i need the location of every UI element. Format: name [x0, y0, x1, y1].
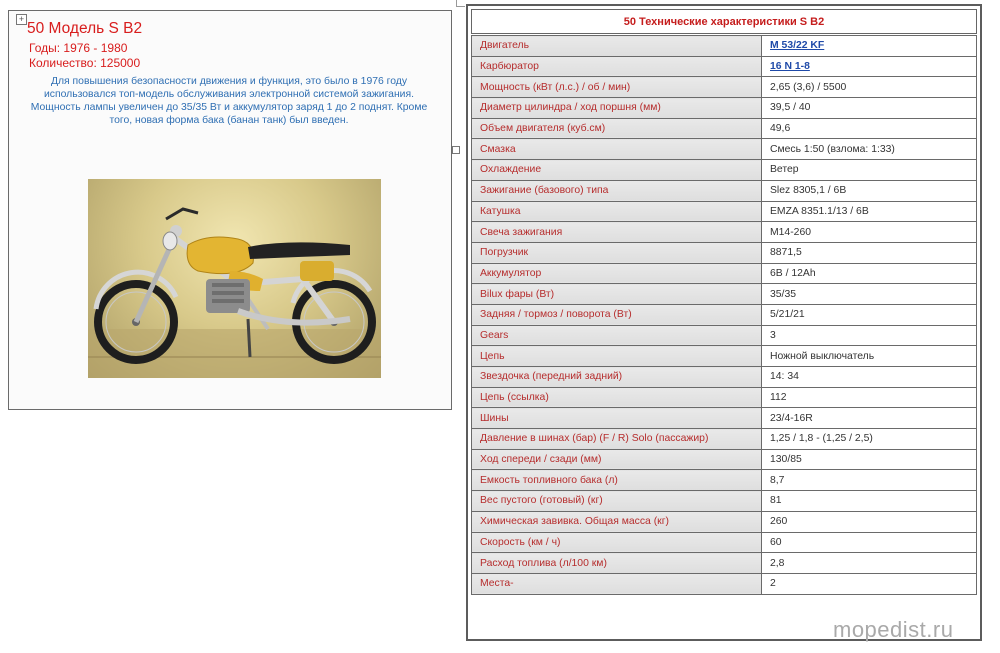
spec-key: Аккумулятор [472, 263, 762, 284]
spec-value [762, 98, 977, 119]
spec-value-text: 2 [770, 578, 776, 590]
spec-value-text: 23/4-16R [770, 412, 813, 424]
table-row [472, 118, 977, 139]
table-row [472, 263, 977, 284]
table-row [472, 160, 977, 181]
spec-key: Цепь [472, 346, 762, 367]
table-row [472, 346, 977, 367]
spec-value-text: 5/21/21 [770, 309, 805, 321]
spec-value-text: Ножной выключатель [770, 350, 875, 362]
spec-value-text: 35/35 [770, 288, 797, 300]
spec-value-link[interactable]: M 53/22 KF [770, 40, 825, 52]
table-row [472, 180, 977, 201]
spec-value-text: 60 [770, 536, 782, 548]
spec-key: Карбюратор [472, 56, 762, 77]
table-row [472, 449, 977, 470]
spec-key: Шины [472, 408, 762, 429]
spec-value [762, 36, 977, 57]
spec-key: Катушка [472, 201, 762, 222]
spec-key: Мощность (кВт (л.с.) / об / мин) [472, 77, 762, 98]
spec-key: Емкость топливного бака (л) [472, 470, 762, 491]
table-row [472, 242, 977, 263]
spec-value-text: 49,6 [770, 123, 791, 135]
spec-value [762, 139, 977, 160]
spec-key: Вес пустого (готовый) (кг) [472, 491, 762, 512]
specs-table-frame [466, 4, 982, 641]
spec-value [762, 429, 977, 450]
specs-table [471, 35, 977, 595]
table-row [472, 77, 977, 98]
table-row [472, 408, 977, 429]
spec-value [762, 408, 977, 429]
spec-key: Диаметр цилиндра / ход поршня (мм) [472, 98, 762, 119]
spec-key: Смазка [472, 139, 762, 160]
spec-value-text: 8,7 [770, 474, 785, 486]
spec-value-text: 112 [770, 392, 787, 404]
model-quantity: Количество: 125000 [29, 56, 141, 70]
spec-key: Объем двигателя (куб.см) [472, 118, 762, 139]
spec-value-text: Ветер [770, 164, 799, 176]
spec-key: Химическая завивка. Общая масса (кг) [472, 511, 762, 532]
spec-value [762, 222, 977, 243]
site-watermark: mopedist.ru [833, 617, 954, 642]
document-panel [8, 10, 452, 410]
table-row [472, 284, 977, 305]
table-row [472, 36, 977, 57]
page-corner-marker [456, 0, 465, 7]
spec-value-text: 8871,5 [770, 247, 802, 259]
table-row [472, 139, 977, 160]
table-row [472, 201, 977, 222]
spec-value [762, 56, 977, 77]
table-row [472, 553, 977, 574]
spec-key: Давление в шинах (бар) (F / R) Solo (пассажир) [472, 429, 762, 450]
table-row [472, 387, 977, 408]
spec-value-text: M14-260 [770, 226, 812, 238]
model-description: Для повышения безопасности движения и функция, это было в 1976 году использовался топ-модель обслуживания электронной системой зажигания. Мощность лампы увеличен до 35/35 Вт и аккумулятор заряд 1 до 2 поднят. Кроме того, новая форма бака (банан танк) был введен. [30, 76, 428, 126]
model-title: 50 Модель S B2 [27, 20, 143, 37]
spec-value [762, 511, 977, 532]
spec-value-text: 2,65 (3,6) / 5500 [770, 81, 847, 93]
table-row [472, 222, 977, 243]
spec-value [762, 118, 977, 139]
spec-value [762, 77, 977, 98]
model-years: Годы: 1976 - 1980 [29, 41, 128, 55]
table-row [472, 325, 977, 346]
spec-value-text: 6В / 12Ah [770, 267, 816, 279]
spec-value [762, 532, 977, 553]
resize-handle[interactable] [452, 146, 460, 154]
spec-value-text: 39,5 / 40 [770, 102, 811, 114]
spec-value [762, 304, 977, 325]
spec-value-text: EMZA 8351.1/13 / 6В [770, 205, 869, 217]
spec-value [762, 573, 977, 594]
spec-value-text: 3 [770, 329, 776, 341]
spec-key: Gears [472, 325, 762, 346]
spec-value [762, 491, 977, 512]
spec-value-text: Смесь 1:50 (взлома: 1:33) [770, 143, 895, 155]
spec-key: Ход спереди / сзади (мм) [472, 449, 762, 470]
spec-key: Охлаждение [472, 160, 762, 181]
spec-value [762, 325, 977, 346]
move-handle-icon[interactable]: + [16, 14, 27, 25]
spec-value-link[interactable]: 16 N 1-8 [770, 61, 810, 73]
motorcycle-photo [88, 179, 381, 378]
spec-value [762, 201, 977, 222]
table-row [472, 470, 977, 491]
spec-key: Места- [472, 573, 762, 594]
table-row [472, 491, 977, 512]
table-row [472, 367, 977, 388]
spec-key: Цепь (ссылка) [472, 387, 762, 408]
spec-value [762, 367, 977, 388]
spec-key: Двигатель [472, 36, 762, 57]
spec-key: Свеча зажигания [472, 222, 762, 243]
table-row [472, 429, 977, 450]
spec-value [762, 470, 977, 491]
spec-value [762, 346, 977, 367]
spec-value [762, 553, 977, 574]
table-row [472, 304, 977, 325]
spec-value [762, 180, 977, 201]
spec-key: Задняя / тормоз / поворота (Вт) [472, 304, 762, 325]
table-row [472, 573, 977, 594]
table-row [472, 532, 977, 553]
spec-value-text: 1,25 / 1,8 - (1,25 / 2,5) [770, 433, 873, 445]
specs-title: 50 Технические характеристики S B2 [471, 9, 977, 34]
spec-value-text: 81 [770, 495, 782, 507]
table-row [472, 98, 977, 119]
table-row [472, 56, 977, 77]
spec-key: Погрузчик [472, 242, 762, 263]
spec-value [762, 242, 977, 263]
spec-value [762, 160, 977, 181]
spec-value-text: 2,8 [770, 557, 785, 569]
spec-key: Звездочка (передний задний) [472, 367, 762, 388]
table-row [472, 511, 977, 532]
spec-value-text: Slez 8305,1 / 6В [770, 185, 847, 197]
spec-value [762, 449, 977, 470]
spec-key: Скорость (км / ч) [472, 532, 762, 553]
spec-value-text: 14: 34 [770, 371, 799, 383]
spec-value [762, 387, 977, 408]
spec-key: Bilux фары (Вт) [472, 284, 762, 305]
spec-key: Зажигание (базового) типа [472, 180, 762, 201]
spec-value-text: 260 [770, 516, 788, 528]
spec-value-text: 130/85 [770, 454, 802, 466]
spec-value [762, 263, 977, 284]
spec-value [762, 284, 977, 305]
spec-key: Расход топлива (л/100 км) [472, 553, 762, 574]
